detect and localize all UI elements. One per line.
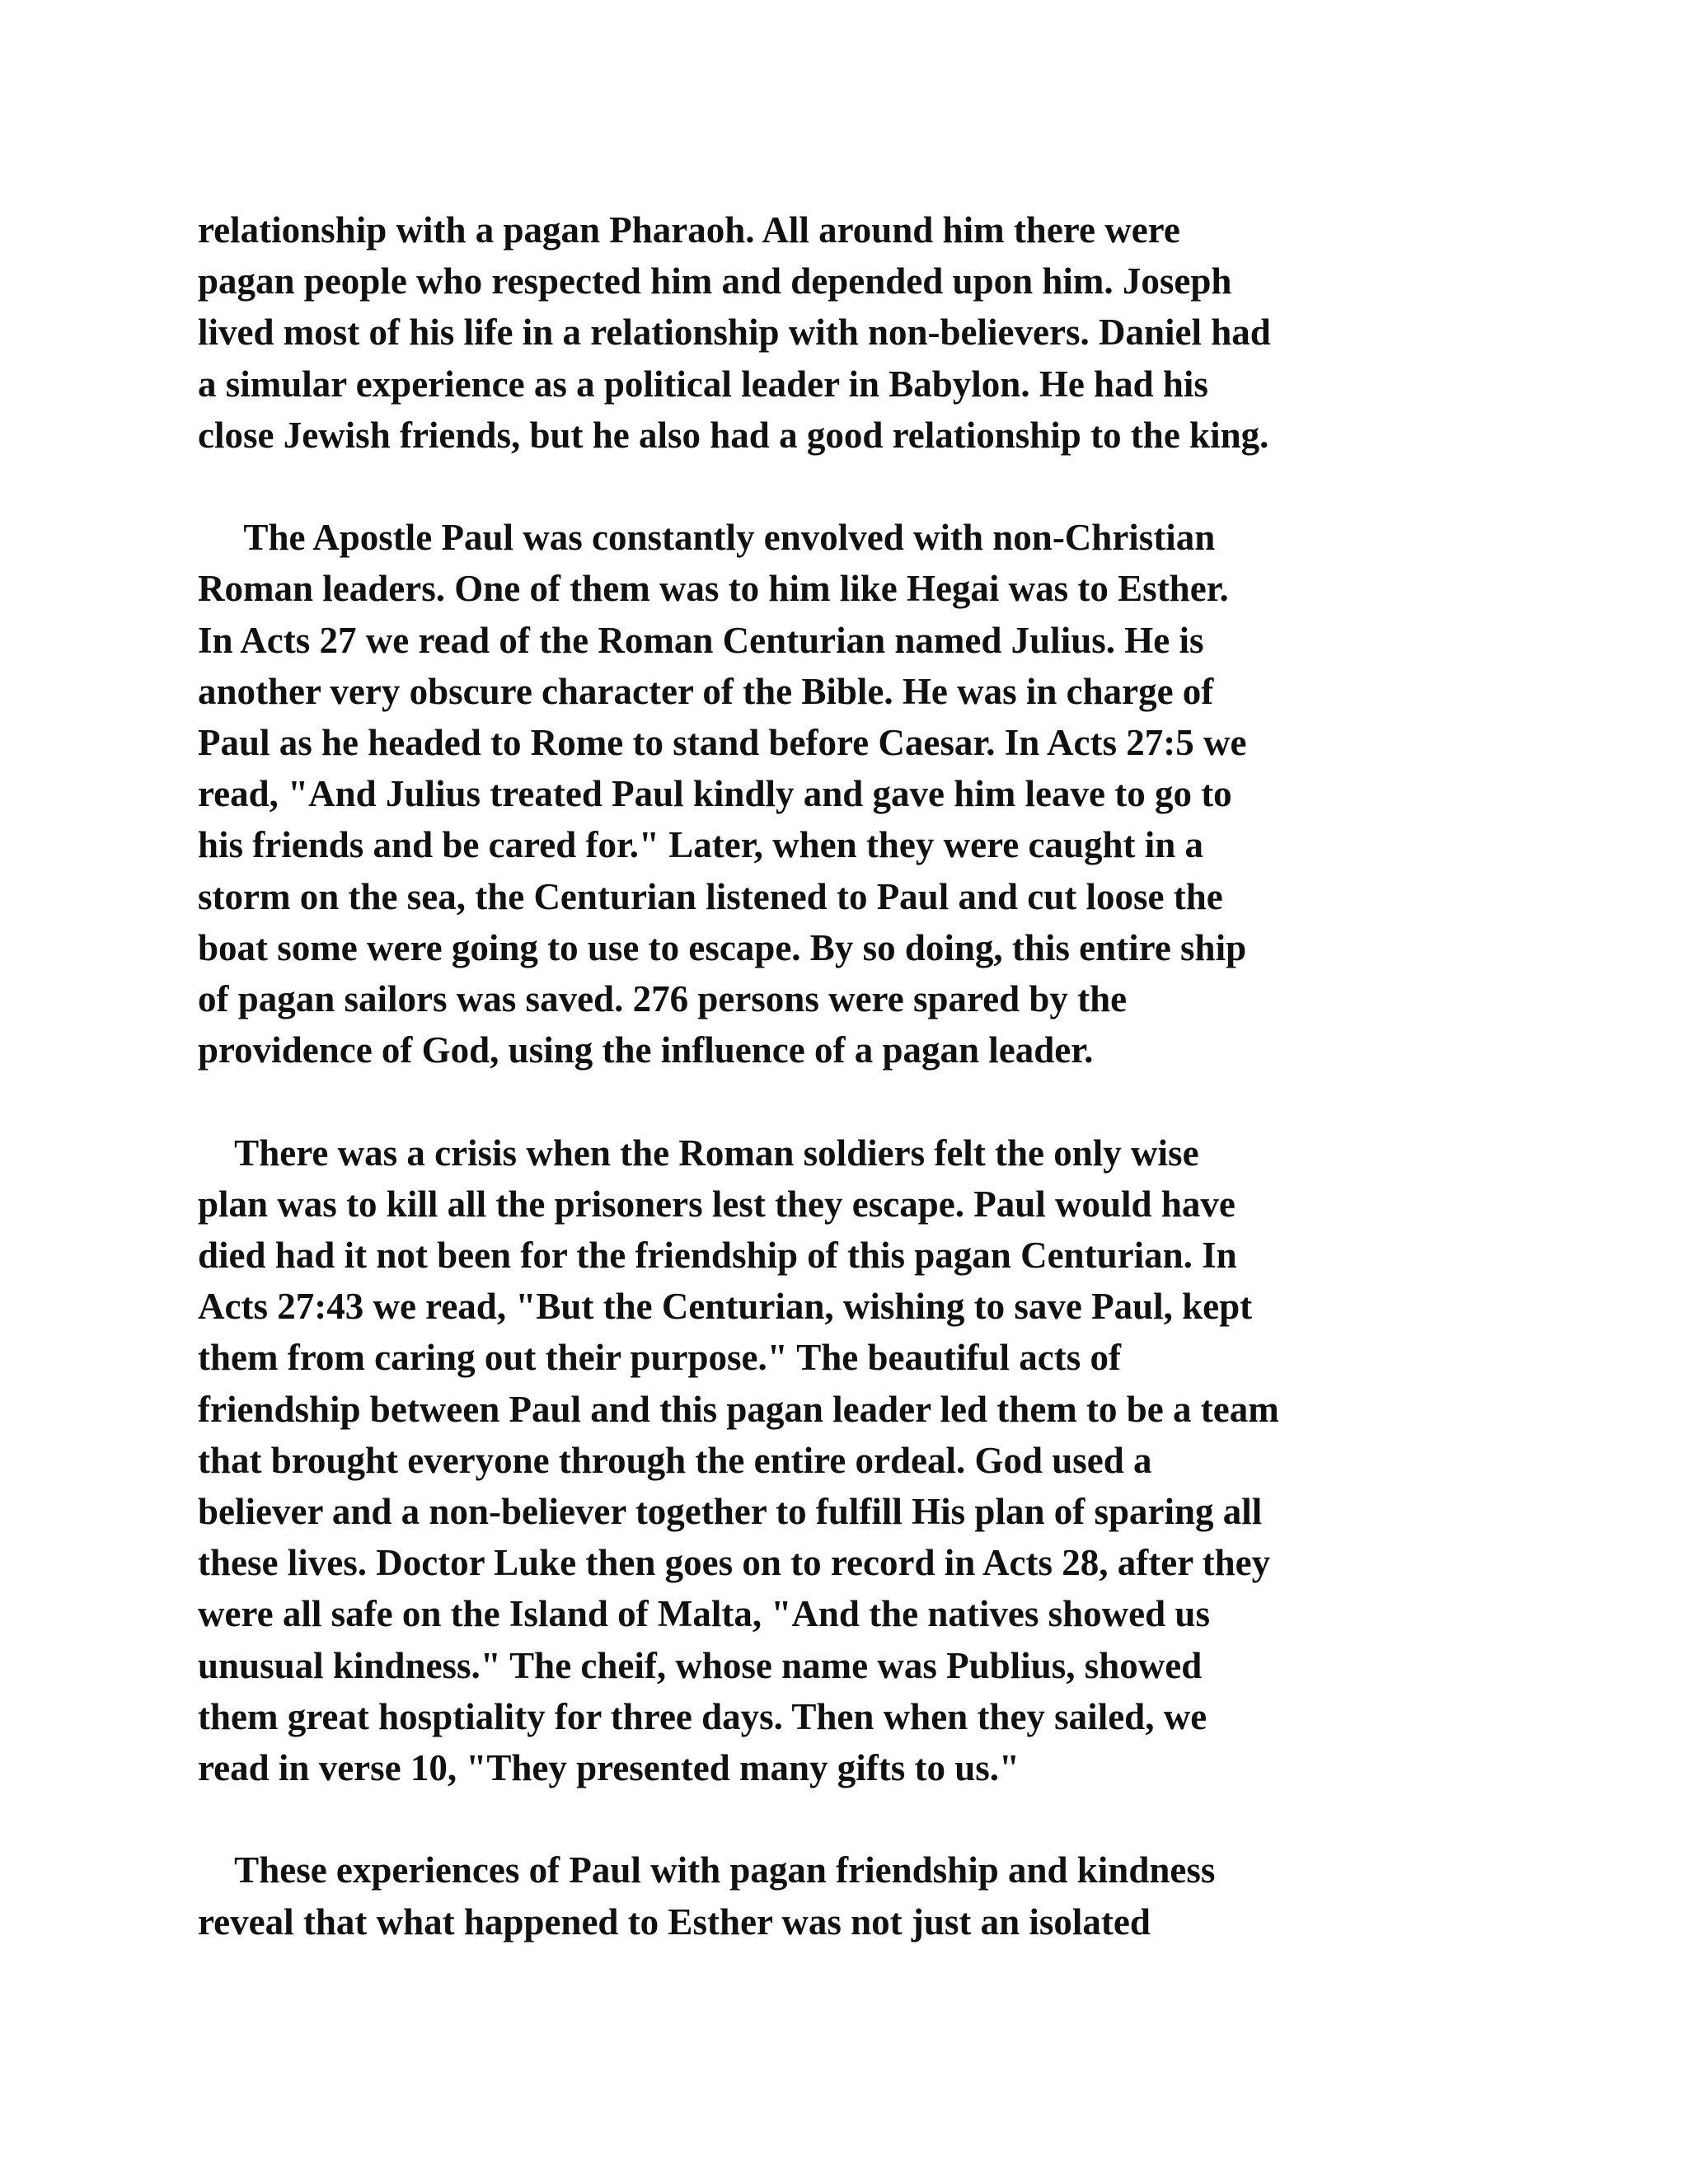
paragraph-1 [198,204,1533,461]
text-line: them from caring out their purpose." The beautiful acts of [198,1337,1121,1379]
paragraph-4 [198,1844,1533,1947]
text-line: Acts 27:43 we read, "But the Centurian, wishing to save Paul, kept [198,1286,1253,1328]
text-line: providence of God, using the influence of a pagan leader. [198,1029,1094,1071]
paragraph-gap [198,1793,1533,1844]
text-line: a simular experience as a political leader in Babylon. He had his [198,363,1208,405]
text-line: his friends and be cared for." Later, when they were caught in a [198,824,1204,866]
text-line: In Acts 27 we read of the Roman Centurian named Julius. He is [198,619,1204,661]
text-line: lived most of his life in a relationship with non-believers. Daniel had [198,312,1271,354]
text-line: There was a crisis when the Roman soldiers felt the only wise [198,1132,1199,1174]
paragraph-2 [198,512,1533,1076]
text-line: close Jewish friends, but he also had a good relationship to the king. [198,414,1269,456]
text-line: believer and a non-believer together to fulfill His plan of sparing all [198,1491,1263,1533]
text-line: them great hosptiality for three days. Then when they sailed, we [198,1695,1207,1737]
text-line: These experiences of Paul with pagan friendship and kindness [198,1849,1216,1891]
paragraph-3 [198,1127,1533,1794]
text-line: plan was to kill all the prisoners lest they escape. Paul would have [198,1183,1236,1225]
text-line: Roman leaders. One of them was to him like Hegai was to Esther. [198,568,1229,610]
text-line: unusual kindness." The cheif, whose name was Publius, showed [198,1644,1203,1686]
text-line: Paul as he headed to Rome to stand before Caesar. In Acts 27:5 we [198,722,1247,764]
text-line: these lives. Doctor Luke then goes on to record in Acts 28, after they [198,1542,1271,1584]
text-line: reveal that what happened to Esther was not just an isolated [198,1900,1151,1943]
text-line: another very obscure character of the Bible. He was in charge of [198,670,1214,712]
text-line: were all safe on the Island of Malta, "And the natives showed us [198,1593,1210,1635]
text-line: died had it not been for the friendship of this pagan Centurian. In [198,1235,1237,1277]
text-line: friendship between Paul and this pagan leader led them to be a team [198,1388,1279,1430]
text-line: pagan people who respected him and depended upon him. Joseph [198,260,1232,302]
text-line: storm on the sea, the Centurian listened to Paul and cut loose the [198,875,1223,917]
text-line: of pagan sailors was saved. 276 persons were spared by the [198,978,1128,1020]
paragraph-gap [198,461,1533,512]
text-line: that brought everyone through the entire ordeal. God used a [198,1439,1152,1481]
text-line: relationship with a pagan Pharaoh. All around him there were [198,209,1180,251]
text-line: boat some were going to use to escape. By so doing, this entire ship [198,926,1247,968]
text-line: read in verse 10, "They presented many gifts to us." [198,1747,1020,1789]
text-line: The Apostle Paul was constantly envolved with non-Christian [198,517,1216,559]
body-text [198,204,1533,1947]
paragraph-gap [198,1076,1533,1127]
text-line: read, "And Julius treated Paul kindly and gave him leave to go to [198,773,1232,815]
